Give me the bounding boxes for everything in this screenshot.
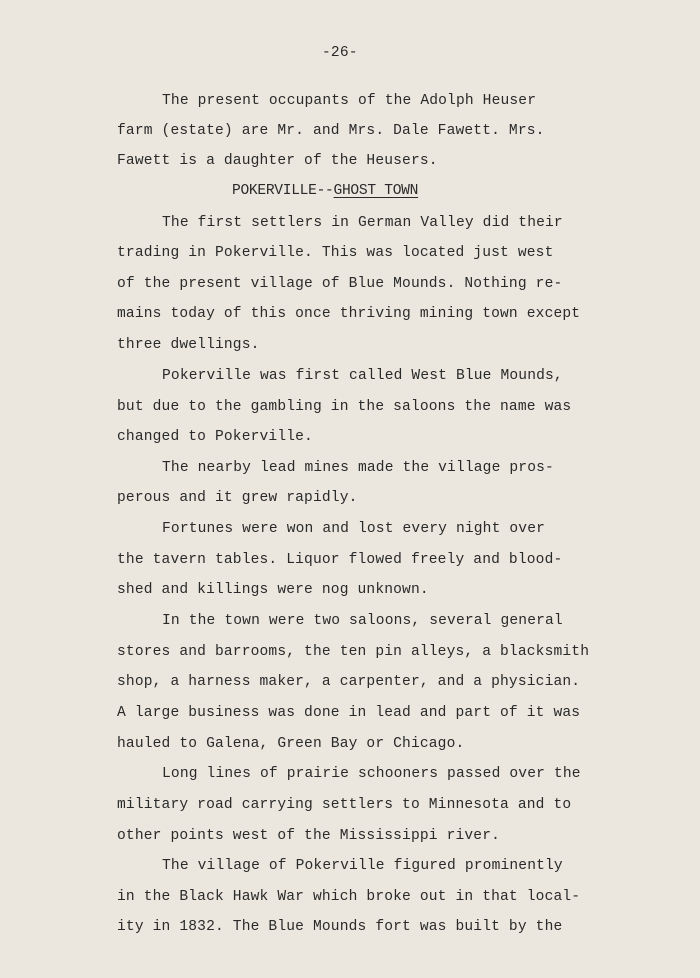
text-line: other points west of the Mississippi river. [117, 828, 501, 844]
text-line: Pokerville was first called West Blue Mounds, [162, 368, 563, 384]
text-line: The first settlers in German Valley did their [162, 215, 563, 231]
text-line: shed and killings were nog unknown. [117, 582, 429, 598]
text-line: mains today of this once thriving mining town except [117, 306, 581, 322]
text-line: In the town were two saloons, several general [162, 613, 563, 629]
heading-prefix: POKERVILLE-- [232, 183, 334, 199]
heading-underlined: GHOST TOWN [333, 183, 419, 199]
text-line: trading in Pokerville. This was located just west [117, 245, 554, 261]
section-heading [232, 182, 418, 200]
text-line: hauled to Galena, Green Bay or Chicago. [117, 736, 465, 752]
text-line: changed to Pokerville. [117, 429, 313, 445]
text-line: ity in 1832. The Blue Mounds fort was built by the [117, 919, 563, 935]
text-line: of the present village of Blue Mounds. Nothing re- [117, 276, 563, 292]
text-line: Long lines of prairie schooners passed over the [162, 766, 581, 782]
text-line: The present occupants of the Adolph Heuser [162, 93, 537, 109]
page-number: -26- [322, 45, 358, 61]
text-line: but due to the gambling in the saloons the name was [117, 399, 572, 415]
text-line: farm (estate) are Mr. and Mrs. Dale Fawett. Mrs. [117, 123, 545, 139]
text-line: Fawett is a daughter of the Heusers. [117, 153, 438, 169]
text-line: perous and it grew rapidly. [117, 490, 358, 506]
text-line: in the Black Hawk War which broke out in that local- [117, 889, 581, 905]
text-line: stores and barrooms, the ten pin alleys, a blacksmith [117, 644, 590, 660]
text-line: Fortunes were won and lost every night over [162, 521, 546, 537]
text-line: A large business was done in lead and part of it was [117, 705, 581, 721]
text-line: three dwellings. [117, 337, 260, 353]
text-line: the tavern tables. Liquor flowed freely and blood- [117, 552, 563, 568]
text-line: shop, a harness maker, a carpenter, and a physician. [117, 674, 581, 690]
text-line: military road carrying settlers to Minnesota and to [117, 797, 572, 813]
text-line: The nearby lead mines made the village pros- [162, 460, 554, 476]
text-line: The village of Pokerville figured prominently [162, 858, 563, 874]
